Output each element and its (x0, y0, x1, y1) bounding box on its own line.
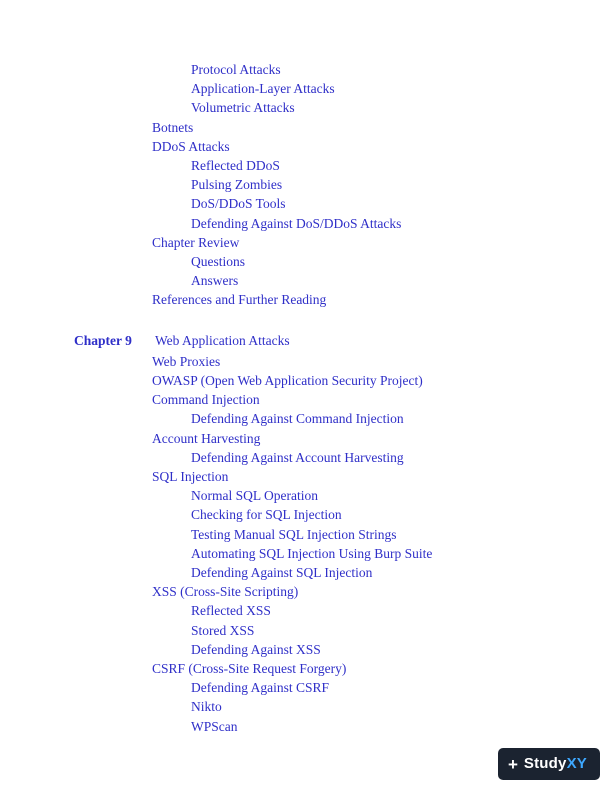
toc-entry[interactable]: DDoS Attacks (152, 138, 230, 154)
toc-entry[interactable]: Testing Manual SQL Injection Strings (191, 526, 397, 542)
toc-entry[interactable]: Normal SQL Operation (191, 488, 318, 504)
toc-section-top (0, 60, 612, 310)
toc-entry[interactable]: SQL Injection (152, 469, 229, 485)
toc-entry[interactable]: OWASP (Open Web Application Security Project) (152, 373, 423, 389)
toc-chapter-heading[interactable] (0, 331, 612, 350)
toc-entry[interactable]: CSRF (Cross-Site Request Forgery) (152, 661, 347, 677)
toc-entry[interactable]: Questions (191, 254, 245, 270)
watermark-xy-text: XY (566, 755, 587, 772)
toc-entry[interactable]: Chapter Review (152, 234, 240, 250)
table-of-contents (0, 60, 612, 736)
toc-entry[interactable]: Defending Against Command Injection (191, 411, 404, 427)
toc-entry[interactable]: Defending Against CSRF (191, 680, 330, 696)
toc-entry[interactable]: Stored XSS (191, 622, 255, 638)
toc-entry[interactable]: Answers (191, 273, 239, 289)
toc-section-chapter9 (0, 352, 612, 736)
toc-entry[interactable]: WPScan (191, 718, 238, 734)
toc-entry[interactable]: Web Proxies (152, 353, 221, 369)
toc-entry[interactable]: Pulsing Zombies (191, 177, 283, 193)
toc-entry[interactable]: XSS (Cross-Site Scripting) (152, 584, 299, 600)
toc-entry[interactable]: Account Harvesting (152, 430, 261, 446)
toc-entry[interactable]: Reflected DDoS (191, 158, 280, 174)
toc-entry[interactable]: Botnets (152, 119, 194, 135)
toc-entry[interactable]: Volumetric Attacks (191, 100, 295, 116)
toc-entry[interactable]: Automating SQL Injection Using Burp Suite (191, 545, 433, 561)
toc-entry[interactable]: Checking for SQL Injection (191, 507, 342, 523)
toc-entry[interactable]: Nikto (191, 699, 222, 715)
watermark-study-text: Study (523, 755, 567, 772)
chapter-number-label: Chapter 9 (74, 332, 132, 348)
toc-entry[interactable]: Command Injection (152, 392, 260, 408)
toc-entry[interactable]: References and Further Reading (152, 292, 327, 308)
toc-entry[interactable]: DoS/DDoS Tools (191, 196, 286, 212)
toc-entry[interactable]: Defending Against Account Harvesting (191, 449, 404, 465)
toc-entry[interactable]: Application-Layer Attacks (191, 81, 335, 97)
toc-entry[interactable]: Protocol Attacks (191, 62, 281, 77)
plus-icon: + (507, 754, 518, 774)
chapter-title: Web Application Attacks (155, 332, 290, 348)
watermark-label (524, 755, 587, 773)
toc-entry[interactable]: Reflected XSS (191, 603, 271, 619)
toc-entry[interactable]: Defending Against XSS (191, 641, 321, 657)
studyxy-watermark[interactable] (498, 748, 600, 780)
toc-entry[interactable]: Defending Against DoS/DDoS Attacks (191, 215, 402, 231)
toc-entry[interactable]: Defending Against SQL Injection (191, 565, 373, 581)
